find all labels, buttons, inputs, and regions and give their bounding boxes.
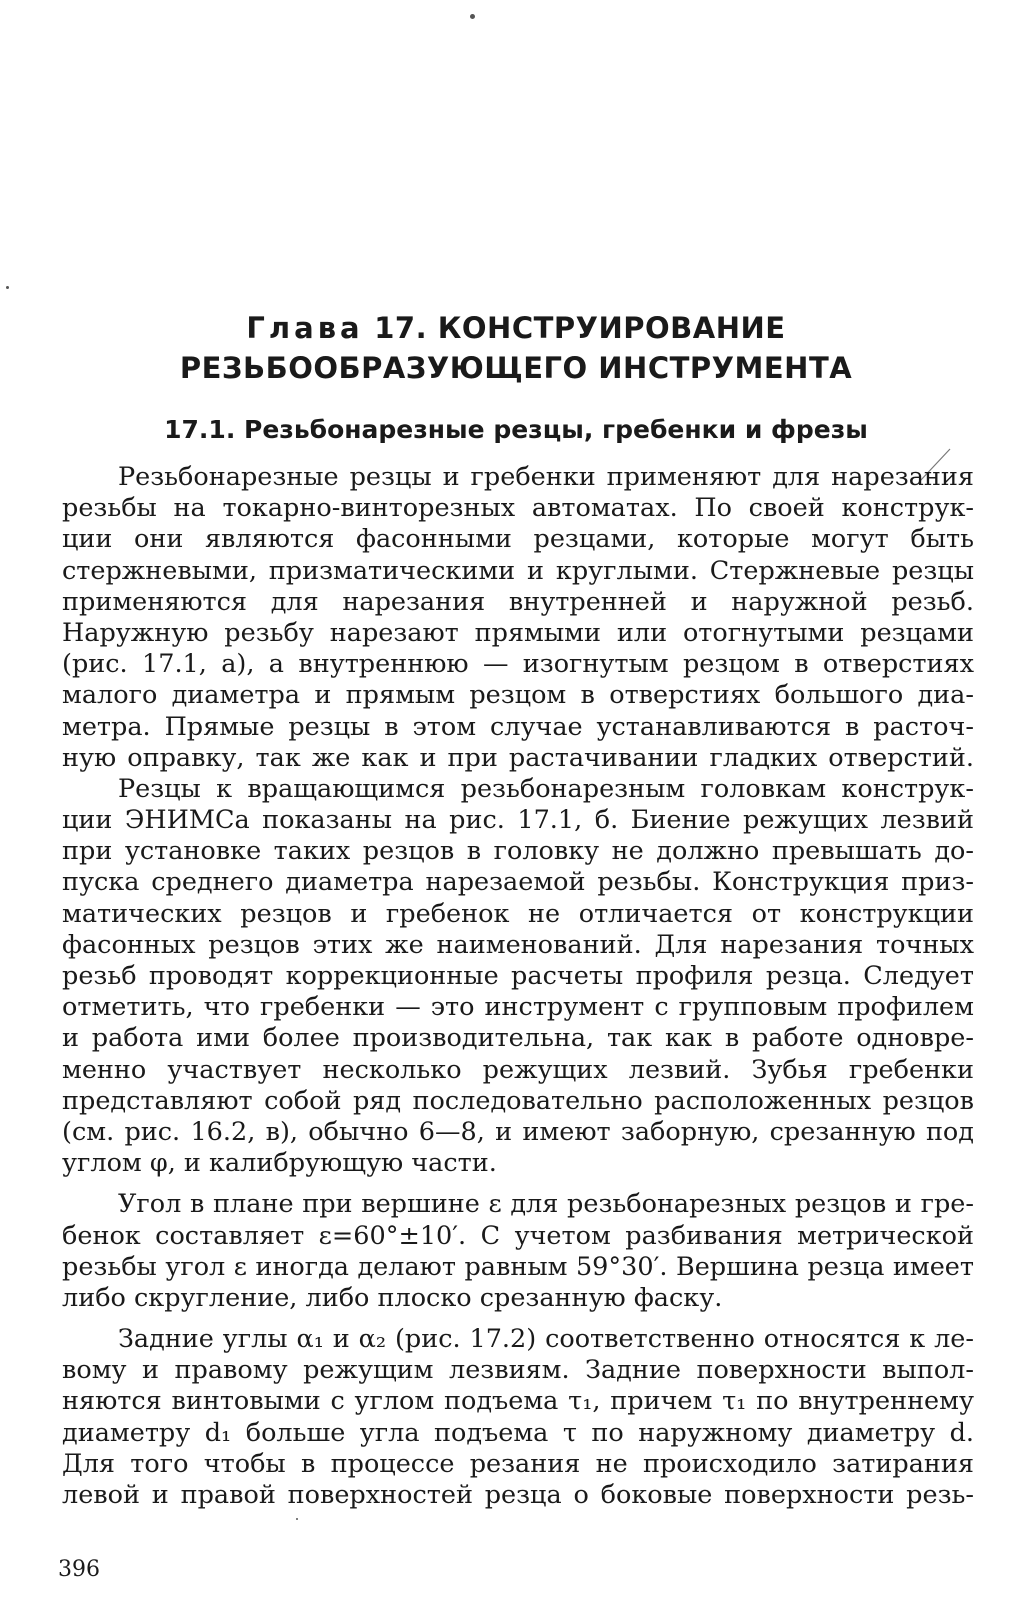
page-number: 396 [58, 1557, 100, 1582]
paragraph-2 [62, 774, 974, 1179]
scan-speck [296, 1518, 298, 1520]
text-line: няются винтовыми с углом подъема τ₁, причем τ₁ по внутреннему [62, 1386, 974, 1417]
text-line: применяются для нарезания внутренней и наружной резьб. [62, 586, 974, 617]
text-line: (см. рис. 16.2, в), обычно 6—8, и имеют заборную, срезанную под [62, 1116, 974, 1147]
text-line: матических резцов и гребенок не отличается от конструкции [62, 898, 974, 929]
text-line: диаметру d₁ больше угла подъема τ по наружному диаметру d. [62, 1417, 974, 1448]
text-line: ции ЭНИМСа показаны на рис. 17.1, б. Биение режущих лезвий [62, 805, 974, 836]
chapter-title-line-1 [0, 308, 1032, 348]
text-line: резьб проводят коррекционные расчеты профиля резца. Следует [62, 961, 974, 991]
chapter-title-line-2: РЕЗЬБООБРАЗУЮЩЕГО ИНСТРУМЕНТА [179, 351, 853, 385]
text-line: Угол в плане при вершине ε для резьбонарезных резцов и гре- [118, 1189, 974, 1220]
paragraph-1 [62, 462, 974, 774]
text-line: вому и правому режущим лезвиям. Задние поверхности выпол- [62, 1355, 974, 1386]
body-text [62, 462, 974, 1511]
text-line: при установке таких резцов в головку не должно превышать до- [62, 836, 974, 867]
chapter-title [0, 308, 1032, 388]
text-line: ции они являются фасонными резцами, которые могут быть [62, 524, 974, 555]
text-line: левой и правой поверхностей резца о боковые поверхности резь- [62, 1480, 974, 1510]
text-line: Резьбонарезные резцы и гребенки применяют для нарезания [118, 462, 974, 492]
text-line: фасонных резцов этих же наименований. Для нарезания точных [62, 929, 974, 960]
text-line: резьбы угол ε иногда делают равным 59°30′. Вершина резца имеет [62, 1251, 974, 1282]
text-line: бенок составляет ε=60°±10′. С учетом разбивания метрической [62, 1220, 974, 1251]
text-line: метра. Прямые резцы в этом случае устанавливаются в расточ- [62, 711, 974, 742]
text-line: Для того чтобы в процессе резания не происходило затирания [62, 1448, 974, 1479]
text-line: представляют собой ряд последовательно расположенных резцов [62, 1085, 974, 1116]
scan-speck [6, 286, 9, 289]
text-line: Наружную резьбу нарезают прямыми или отогнутыми резцами [62, 617, 974, 648]
text-line: менно участвует несколько режущих лезвий. Зубья гребенки [62, 1054, 974, 1085]
chapter-label: Глава [246, 311, 364, 345]
text-line: малого диаметра и прямым резцом в отверстиях большого диа- [62, 680, 974, 711]
text-line: пуска среднего диаметра нарезаемой резьбы. Конструкция приз- [62, 867, 974, 898]
text-line: Резцы к вращающимся резьбонарезным головкам конструк- [118, 773, 974, 804]
text-line: (рис. 17.1, а), а внутреннюю — изогнутым резцом в отверстиях [62, 649, 974, 680]
text-line: ную оправку, так же как и при растачивании гладких отверстий. [62, 742, 974, 773]
scan-speck [470, 14, 475, 19]
section-title: 17.1. Резьбонарезные резцы, гребенки и фрезы [164, 415, 868, 444]
paragraph-4 [62, 1324, 974, 1511]
chapter-number-title: 17. КОНСТРУИРОВАНИЕ [374, 311, 786, 345]
text-line: и работа ими более производительна, так как в работе одновре- [62, 1023, 974, 1054]
text-line: Задние углы α₁ и α₂ (рис. 17.2) соответственно относятся к ле- [118, 1324, 974, 1355]
text-line: отметить, что гребенки — это инструмент с групповым профилем [62, 992, 974, 1023]
paragraph-3 [62, 1189, 974, 1314]
text-line: стержневыми, призматическими и круглыми. Стержневые резцы [62, 555, 974, 586]
text-line: углом φ, и калибрующую части. [62, 1148, 497, 1179]
text-line: резьбы на токарно-винторезных автоматах. По своей конструк- [62, 493, 974, 524]
text-line: либо скругление, либо плоско срезанную фаску. [62, 1282, 723, 1313]
